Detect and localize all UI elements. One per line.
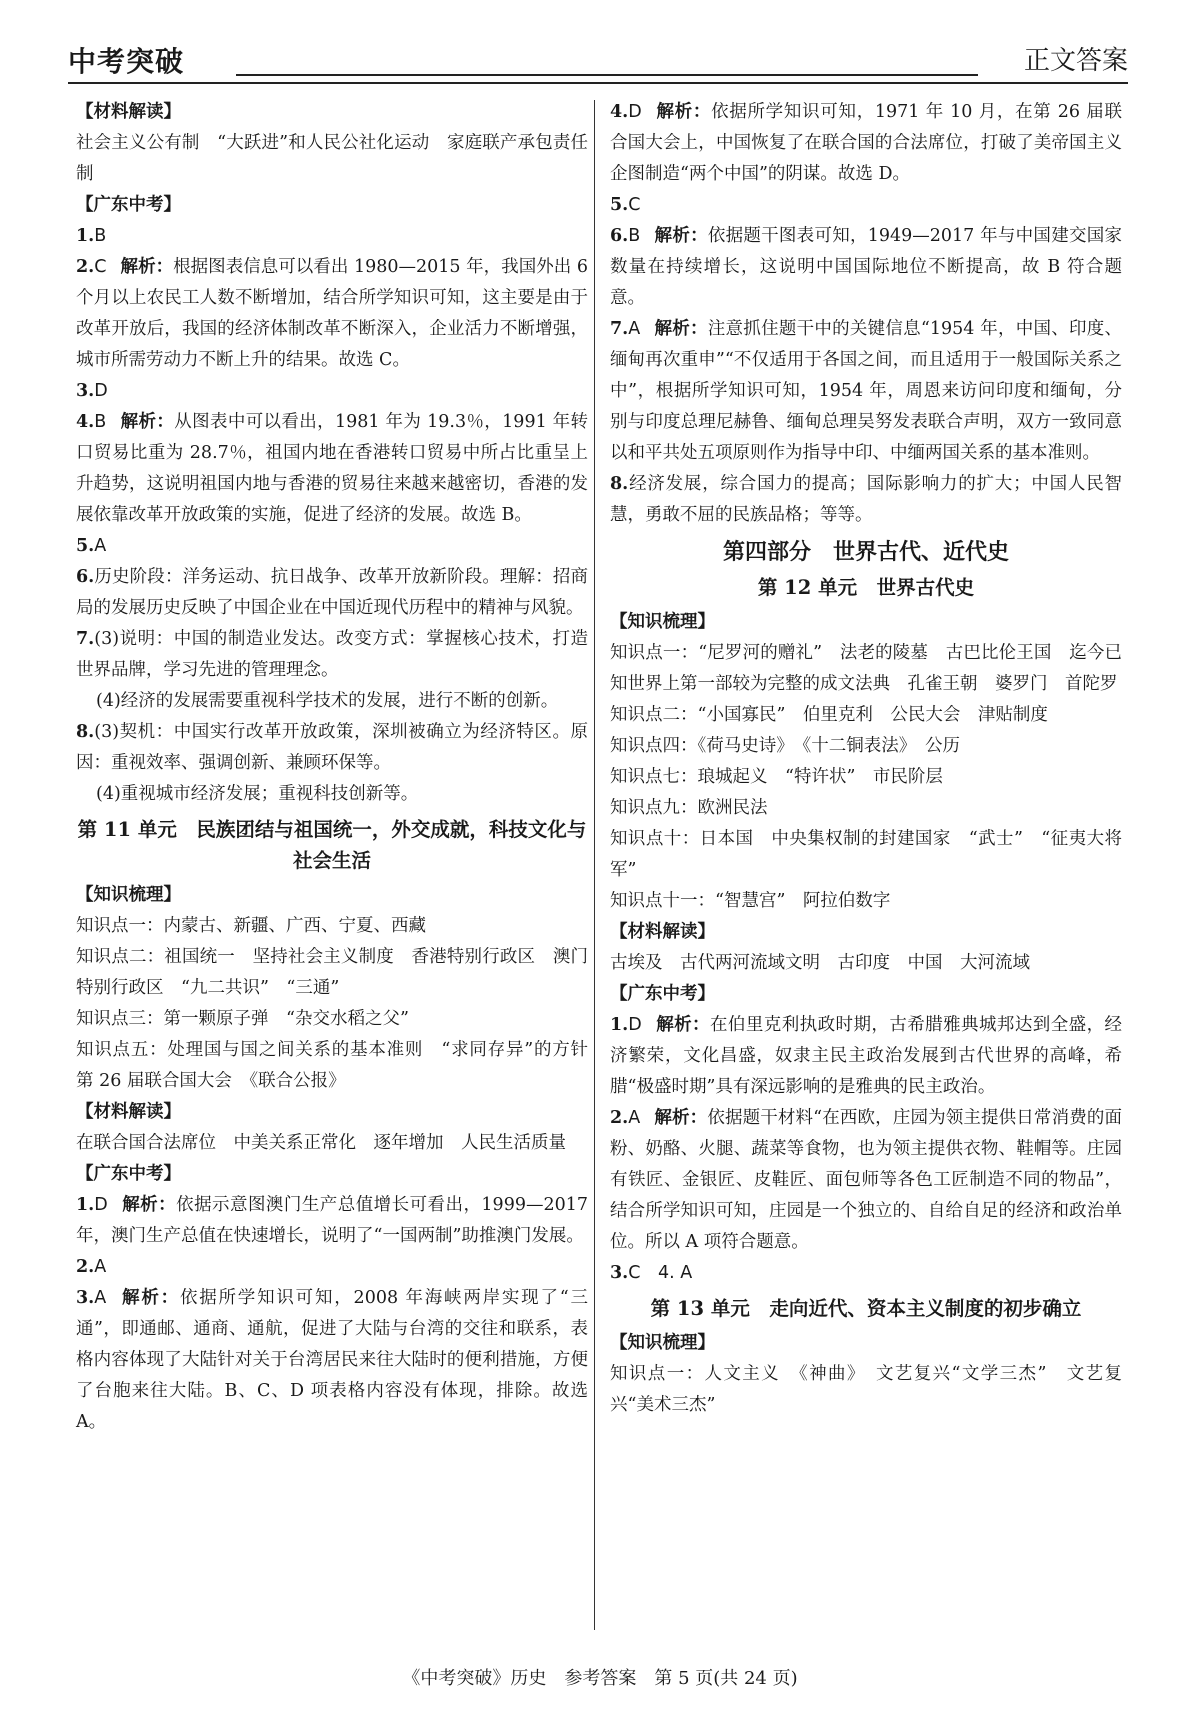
answer-text: 根据图表信息可以看出 1980—2015 年，我国外出 6 个月以上农民工人数不断增加，结合所学知识可知，这主要是由于改革开放后，我国的经济体制改革不断深入，企业活力不断增强，城市所需劳动力不断上升的结果。故选 C。 <box>76 257 588 370</box>
answer-item <box>76 624 588 686</box>
section-heading: 【材料解读】 <box>610 922 715 942</box>
section-heading: 【知识梳理】 <box>76 885 181 905</box>
answer-choice: B <box>94 226 107 246</box>
answer-text: 依据题干材料“在西欧，庄园为领主提供日常消费的面粉、奶酪、火腿、蔬菜等食物，也为领主提供衣物、鞋帽等。庄园有铁匠、金银匠、皮鞋匠、面包师等各色工匠制造不同的物品”，结合所学知识可知，庄园是一个独立的、自给自足的经济和政治单位。所以 A 项符合题意。 <box>610 1108 1122 1252</box>
unit-title: 第 11 单元 民族团结与祖国统一，外交成就，科技文化与社会生活 <box>77 818 587 872</box>
answer-choice: D <box>628 1015 642 1035</box>
answer-item <box>610 1010 1122 1103</box>
answer-item <box>610 190 1122 221</box>
answer-number: 8. <box>76 722 95 742</box>
answer-number: 2. <box>76 257 95 277</box>
answer-text: 历史阶段：洋务运动、抗日战争、改革开放新阶段。理解：招商局的发展历史反映了中国企业在中国近现代历程中的精神与风貌。 <box>76 567 588 618</box>
answer-item <box>76 1252 588 1283</box>
right-column <box>610 97 1122 1421</box>
answer-text: (3)说明：中国的制造业发达。改变方式：掌握核心技术，打造世界品牌，学习先进的管理理念。 <box>76 629 588 680</box>
paragraph: 知识点九：欧洲民法 <box>610 798 768 818</box>
answer-choice: D <box>94 381 108 401</box>
section-heading: 【知识梳理】 <box>610 1333 715 1353</box>
paragraph: 知识点四：《荷马史诗》 《十二铜表法》 公历 <box>610 736 960 756</box>
page-header <box>68 40 1128 76</box>
answer-choice: D <box>94 1195 108 1215</box>
answer-number: 1. <box>610 1015 629 1035</box>
answer-number: 5. <box>610 195 629 215</box>
answer-text: 依据示意图澳门生产总值增长可看出，1999—2017 年，澳门生产总值在快速增长，说明了“一国两制”助推澳门发展。 <box>76 1195 588 1246</box>
paragraph: 知识点一：“尼罗河的赠礼” 法老的陵墓 古巴比伦王国 迄今已知世界上第一部较为完整的成文法典 孔雀王朝 婆罗门 首陀罗 <box>610 643 1122 694</box>
analysis-label: 解析： <box>120 1288 180 1308</box>
answer-number: 3. <box>76 381 95 401</box>
paragraph: 知识点二：祖国统一 坚持社会主义制度 香港特别行政区 澳门特别行政区 “九二共识” “三通” <box>76 947 588 998</box>
answer-text: 在伯里克利执政时期，古希腊雅典城邦达到全盛，经济繁荣，文化昌盛，奴隶主民主政治发展到古代世界的高峰，希腊“极盛时期”具有深远影响的是雅典的民主政治。 <box>610 1015 1123 1097</box>
answer-choice: A <box>628 319 641 339</box>
answer-item <box>76 531 588 562</box>
answer-number: 6. <box>76 567 95 587</box>
paragraph: 知识点二：“小国寡民” 伯里克利 公民大会 津贴制度 <box>610 705 1048 725</box>
answer-choice: A <box>628 1108 641 1128</box>
answer-number: 8. <box>610 474 629 494</box>
section-heading: 【知识梳理】 <box>610 612 715 632</box>
paragraph: 知识点七：琅城起义 “特许状” 市民阶层 <box>610 767 943 787</box>
analysis-label: 解析： <box>120 412 175 432</box>
unit-title: 第 13 单元 走向近代、资本主义制度的初步确立 <box>650 1297 1082 1320</box>
answer-item <box>610 314 1122 469</box>
section-heading: 【广东中考】 <box>76 195 181 215</box>
paragraph: 知识点十一：“智慧宫” 阿拉伯数字 <box>610 891 891 911</box>
answer-choice: D <box>628 102 642 122</box>
answer-item <box>610 221 1122 314</box>
answer-choice: A <box>94 1257 107 1277</box>
answer-number: 6. <box>610 226 629 246</box>
answer-item <box>76 1283 588 1438</box>
answer-number: 5. <box>76 536 95 556</box>
answer-number: 1. <box>76 226 95 246</box>
answer-text: 依据所学知识可知，1971 年 10 月，在第 26 届联合国大会上，中国恢复了在联合国的合法席位，打破了美帝国主义企图制造“两个中国”的阴谋。故选 D。 <box>610 102 1122 184</box>
answer-number: 3. <box>610 1263 629 1283</box>
paragraph: 社会主义公有制 “大跃进”和人民公社化运动 家庭联产承包责任制 <box>76 133 588 184</box>
answer-item <box>76 717 588 779</box>
answer-choice: C 4. A <box>628 1263 693 1283</box>
answer-item <box>610 469 1122 531</box>
answer-number: 4. <box>76 412 95 432</box>
answer-choice: B <box>94 412 107 432</box>
answer-item <box>610 1103 1122 1258</box>
answer-item <box>76 376 588 407</box>
answer-text: (3)契机：中国实行改革开放政策，深圳被确立为经济特区。原因：重视效率、强调创新、兼顾环保等。 <box>76 722 588 773</box>
answer-number: 7. <box>610 319 629 339</box>
header-rule <box>236 74 978 76</box>
answer-item <box>610 1258 1122 1289</box>
analysis-label: 解析： <box>655 1015 710 1035</box>
column-divider <box>594 100 595 1630</box>
answer-text: 依据题干图表可知，1949—2017 年与中国建交国家数量在持续增长，这说明中国国际地位不断提高，故 B 符合题意。 <box>610 226 1122 308</box>
answer-text: 注意抓住题干中的关键信息“1954 年，中国、印度、缅甸再次重申”“不仅适用于各国之间，而且适用于一般国际关系之中”，根据所学知识可知，1954 年，周恩来访问印度和缅甸，分别与印度总理尼赫鲁、缅甸总理吴努发表联合声明，双方一致同意以和平共处五项原则作为指导中印、中缅两国关系的基本准则。 <box>610 319 1122 463</box>
section-label: 正文答案 <box>1023 46 1128 76</box>
answer-item <box>76 562 588 624</box>
part-title: 第四部分 世界古代、近代史 <box>722 539 1009 565</box>
paragraph: 知识点一：内蒙古、新疆、广西、宁夏、西藏 <box>76 916 426 936</box>
page-footer: 《中考突破》历史 参考答案 第 5 页(共 24 页) <box>402 1668 798 1689</box>
analysis-label: 解析： <box>121 1195 177 1215</box>
answer-item <box>76 1190 588 1252</box>
analysis-label: 解析： <box>654 226 708 246</box>
answer-text: 经济发展，综合国力的提高；国际影响力的扩大；中国人民智慧，勇敢不屈的民族品格；等等。 <box>610 474 1122 525</box>
answer-number: 3. <box>76 1288 95 1308</box>
answer-choice: A <box>94 1288 107 1308</box>
section-heading: 【广东中考】 <box>76 1164 181 1184</box>
answer-number: 4. <box>610 102 629 122</box>
analysis-label: 解析： <box>654 319 708 339</box>
paragraph: 知识点一：人文主义 《神曲》 文艺复兴“文学三杰” 文艺复兴“美术三杰” <box>610 1364 1122 1415</box>
section-heading: 【材料解读】 <box>76 102 181 122</box>
answer-number: 1. <box>76 1195 95 1215</box>
paragraph: 在联合国合法席位 中美关系正常化 逐年增加 人民生活质量 <box>76 1133 566 1153</box>
answer-subpart: (4)重视城市经济发展；重视科技创新等。 <box>96 784 419 804</box>
header-bottom-rule <box>68 82 1128 84</box>
paragraph: 知识点三：第一颗原子弹 “杂交水稻之父” <box>76 1009 409 1029</box>
left-column <box>76 97 606 1438</box>
brand-title: 中考突破 <box>68 45 185 78</box>
analysis-label: 解析： <box>654 1108 708 1128</box>
paragraph: 知识点十：日本国 中央集权制的封建国家 “武士” “征夷大将军” <box>610 829 1122 880</box>
answer-choice: B <box>628 226 641 246</box>
answer-item <box>76 252 588 376</box>
section-heading: 【材料解读】 <box>76 1102 181 1122</box>
paragraph: 知识点五：处理国与国之间关系的基本准则 “求同存异”的方针 第 26 届联合国大会 《联合公报》 <box>76 1040 606 1091</box>
answer-item <box>76 221 588 252</box>
answer-text: 依据所学知识可知，2008 年海峡两岸实现了“三通”，即通邮、通商、通航，促进了大陆与台湾的交往和联系，表格内容体现了大陆针对关于台湾居民来往大陆时的便利措施，方便了台胞来往大陆。B、C、D 项表格内容没有体现，排除。故选 A。 <box>76 1288 589 1432</box>
answer-number: 7. <box>76 629 95 649</box>
analysis-label: 解析： <box>120 257 174 277</box>
answer-item <box>610 97 1122 190</box>
answer-choice: C <box>628 195 641 215</box>
answer-text: 从图表中可以看出，1981 年为 19.3％，1991 年转口贸易比重为 28.7％，祖国内地在香港转口贸易中所占比重呈上升趋势，这说明祖国内地与香港的贸易往来越来越密切，香港的发展依靠改革开放政策的实施，促进了经济的发展。故选 B。 <box>76 412 588 525</box>
answer-choice: A <box>94 536 107 556</box>
paragraph: 古埃及 古代两河流域文明 古印度 中国 大河流域 <box>610 953 1030 973</box>
answer-subpart: (4)经济的发展需要重视科学技术的发展，进行不断的创新。 <box>96 691 559 711</box>
answer-choice: C <box>94 257 107 277</box>
analysis-label: 解析： <box>655 102 712 122</box>
answer-item <box>76 407 588 531</box>
section-heading: 【广东中考】 <box>610 984 715 1004</box>
answer-number: 2. <box>610 1108 629 1128</box>
answer-number: 2. <box>76 1257 95 1277</box>
unit-title: 第 12 单元 世界古代史 <box>757 576 975 599</box>
